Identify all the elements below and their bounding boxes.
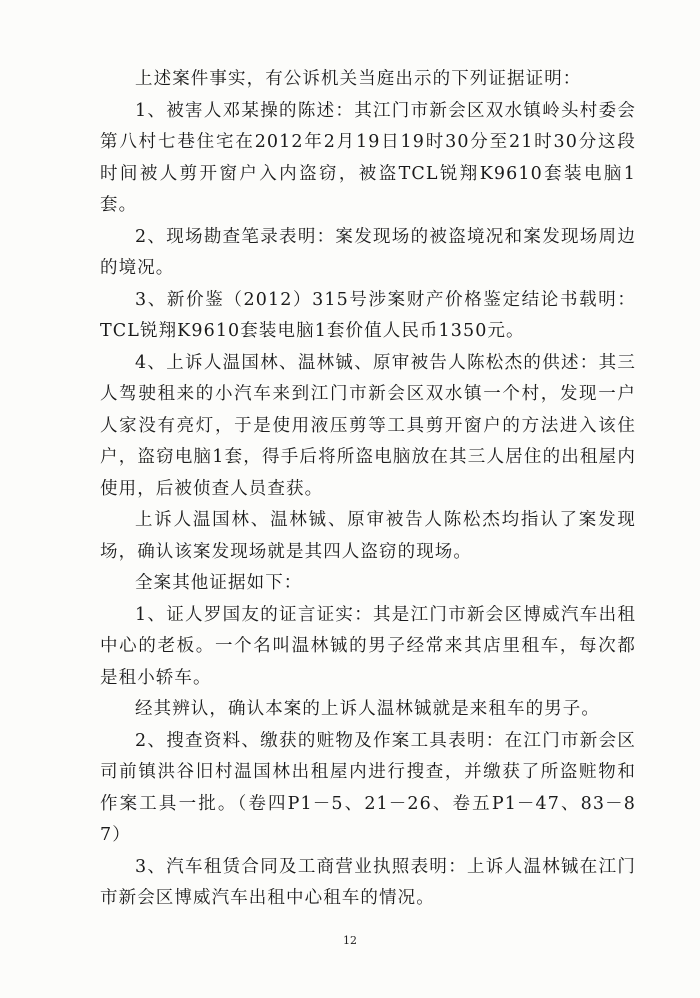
- paragraph-other-evidence-2: 2、搜查资料、缴获的赃物及作案工具表明：在江门市新会区司前镇洪谷旧村温国林出租屋内进行搜查，并缴获了所盗赃物和作案工具一批。（卷四P1－5、21－26、卷五P1－47、83－87）: [100, 730, 636, 845]
- paragraph-identification: 经其辨认，确认本案的上诉人温林铖就是来租车的男子。: [135, 699, 600, 719]
- document-body: [100, 64, 636, 915]
- paragraph-evidence-2: 2、现场勘查笔录表明：案发现场的被盗境况和案发现场周边的境况。: [100, 226, 636, 278]
- paragraph-evidence-3: 3、新价鉴（2012）315号涉案财产价格鉴定结论书载明：TCL锐翔K9610套装电脑1套价值人民币1350元。: [100, 289, 636, 341]
- paragraph-evidence-1: 1、被害人邓某操的陈述：其江门市新会区双水镇岭头村委会第八村七巷住宅在2012年2月19日19时30分至21时30分这段时间被人剪开窗户入内盗窃，被盗TCL锐翔K9610套装电脑1套。: [100, 100, 636, 215]
- page-number: 12: [343, 934, 357, 947]
- paragraph-evidence-4: 4、上诉人温国林、温林铖、原审被告人陈松杰的供述：其三人驾驶租来的小汽车来到江门市新会区双水镇一个村，发现一户人家没有亮灯，于是使用液压剪等工具剪开窗户的方法进入该住户，盗窃电脑1套，得手后将所盗电脑放在其三人居住的出租屋内使用，后被侦查人员查获。: [100, 352, 636, 499]
- paragraph-other-evidence-3: 3、汽车租赁合同及工商营业执照表明：上诉人温林铖在江门市新会区博威汽车出租中心租车的情况。: [100, 856, 636, 908]
- paragraph-scene-identification: 上诉人温国林、温林铖、原审被告人陈松杰均指认了案发现场，确认该案发现场就是其四人盗窃的现场。: [100, 510, 636, 562]
- paragraph-intro: 上述案件事实，有公诉机关当庭出示的下列证据证明：: [135, 69, 582, 89]
- paragraph-other-evidence-1: 1、证人罗国友的证言证实：其是江门市新会区博威汽车出租中心的老板。一个名叫温林铖的男子经常来其店里租车，每次都是租小轿车。: [100, 604, 636, 688]
- paragraph-other-evidence-heading: 全案其他证据如下：: [135, 573, 303, 593]
